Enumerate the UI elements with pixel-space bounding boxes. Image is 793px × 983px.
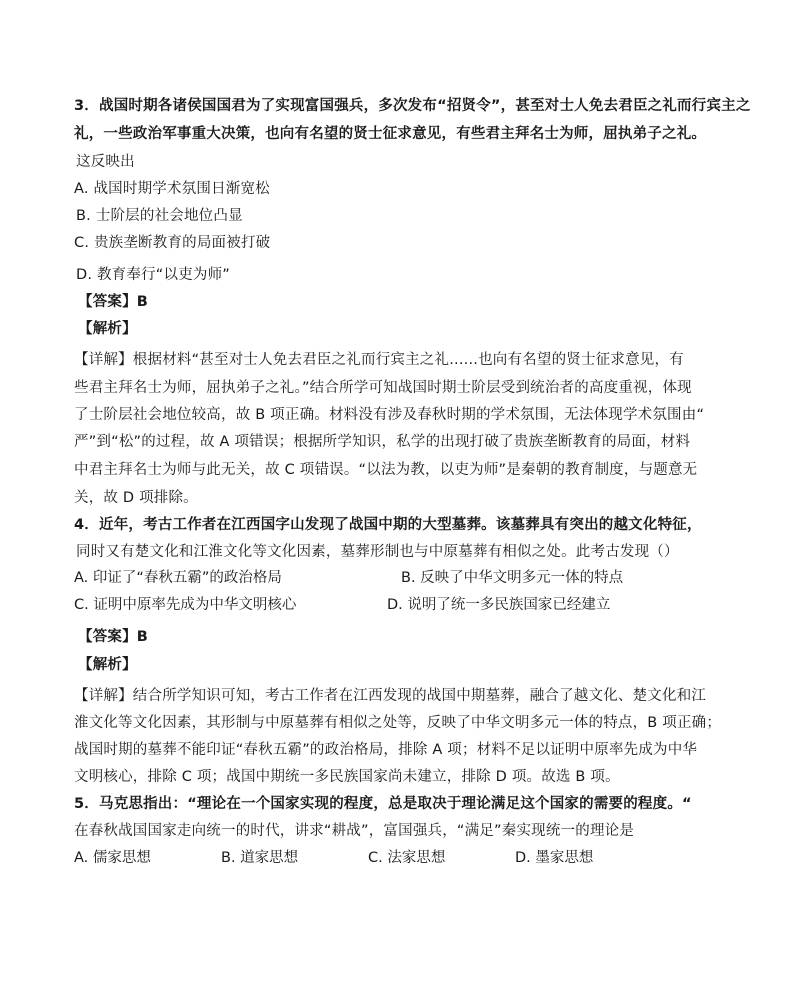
q4-option-a: A. 印证了“春秋五霸”的政治格局 [74, 570, 282, 586]
q4-answer: 【答案】B [78, 629, 149, 645]
q5-option-a: A. 儒家思想 [74, 850, 151, 866]
q5-stem-line-1: 5．马克思指出：“理论在一个国家实现的程度，总是取决于理论满足这个国家的需要的程度。“ [74, 796, 692, 812]
q3-answer: 【答案】B [78, 294, 149, 310]
q4-option-d: D. 说明了统一多民族国家已经建立 [387, 597, 611, 613]
q4-detail-line-4: 文明核心，排除 C 项；战国中期统一多民族国家尚未建立，排除 D 项。故选 B 项。 [74, 769, 620, 785]
q3-stem-line-2: 礼，一些政治军事重大决策，也向有名望的贤士征求意见，有些君主拜名士为师，屈执弟子之礼。 [74, 126, 707, 142]
q4-option-c: C. 证明中原率先成为中华文明核心 [74, 597, 297, 613]
q3-detail-line-6: 关，故 D 项排除。 [74, 490, 198, 506]
q3-stem-line-3: 这反映出 [76, 154, 135, 170]
q3-detail-line-1: 【详解】根据材料“甚至对士人免去君臣之礼而行宾主之礼......也向有名望的贤士征求意见，有 [74, 352, 684, 368]
q3-analysis-label: 【解析】 [78, 321, 137, 337]
q4-stem-line-2: 同时又有楚文化和江淮文化等文化因素，墓葬形制也与中原墓葬有相似之处。此考古发现（） [76, 544, 679, 560]
q5-option-c: C. 法家思想 [368, 850, 446, 866]
q3-detail-line-3: 了士阶层社会地位较高，故 B 项正确。材料没有涉及春秋时期的学术氛围，无法体现学术氛围由“ [74, 407, 705, 423]
q3-stem-line-1: 3．战国时期各诸侯国国君为了实现富国强兵，多次发布“招贤令”，甚至对士人免去君臣之礼而行宾主之 [74, 98, 751, 114]
q5-option-b: B. 道家思想 [221, 850, 299, 866]
q3-option-d: D. 教育奉行“以吏为师” [76, 267, 231, 283]
q4-analysis-label: 【解析】 [78, 657, 137, 673]
q4-detail-line-2: 淮文化等文化因素，其形制与中原墓葬有相似之处等，反映了中华文明多元一体的特点，B 项正确； [74, 715, 722, 731]
q4-detail-line-1: 【详解】结合所学知识可知，考古工作者在江西发现的战国中期墓葬，融合了越文化、楚文化和江 [74, 688, 707, 704]
q5-option-d: D. 墨家思想 [515, 850, 594, 866]
q5-stem-line-2: 在春秋战国国家走向统一的时代，讲求“耕战”，富国强兵，“满足”秦实现统一的理论是 [74, 823, 635, 839]
q3-option-a: A. 战国时期学术氛围日渐宽松 [74, 181, 270, 197]
q3-detail-line-4: 严”到“松”的过程，故 A 项错误；根据所学知识，私学的出现打破了贵族垄断教育的局面，材料 [74, 434, 691, 450]
q3-detail-line-5: 中君主拜名士为师与此无关，故 C 项错误。“以法为教，以吏为师”是秦朝的教育制度，与题意无 [74, 462, 698, 478]
q4-stem-line-1: 4．近年，考古工作者在江西国字山发现了战国中期的大型墓葬。该墓葬具有突出的越文化特征， [74, 517, 702, 533]
q3-option-c: C. 贵族垄断教育的局面被打破 [74, 235, 271, 251]
q3-option-b: B. 士阶层的社会地位凸显 [76, 208, 243, 224]
q3-detail-line-2: 些君主拜名士为师，屈执弟子之礼。”结合所学可知战国时期士阶层受到统治者的高度重视，体现 [74, 380, 692, 396]
q4-detail-line-3: 战国时期的墓葬不能印证“春秋五霸”的政治格局，排除 A 项；材料不足以证明中原率先成为中华 [74, 742, 698, 758]
q4-option-b: B. 反映了中华文明多元一体的特点 [401, 570, 624, 586]
